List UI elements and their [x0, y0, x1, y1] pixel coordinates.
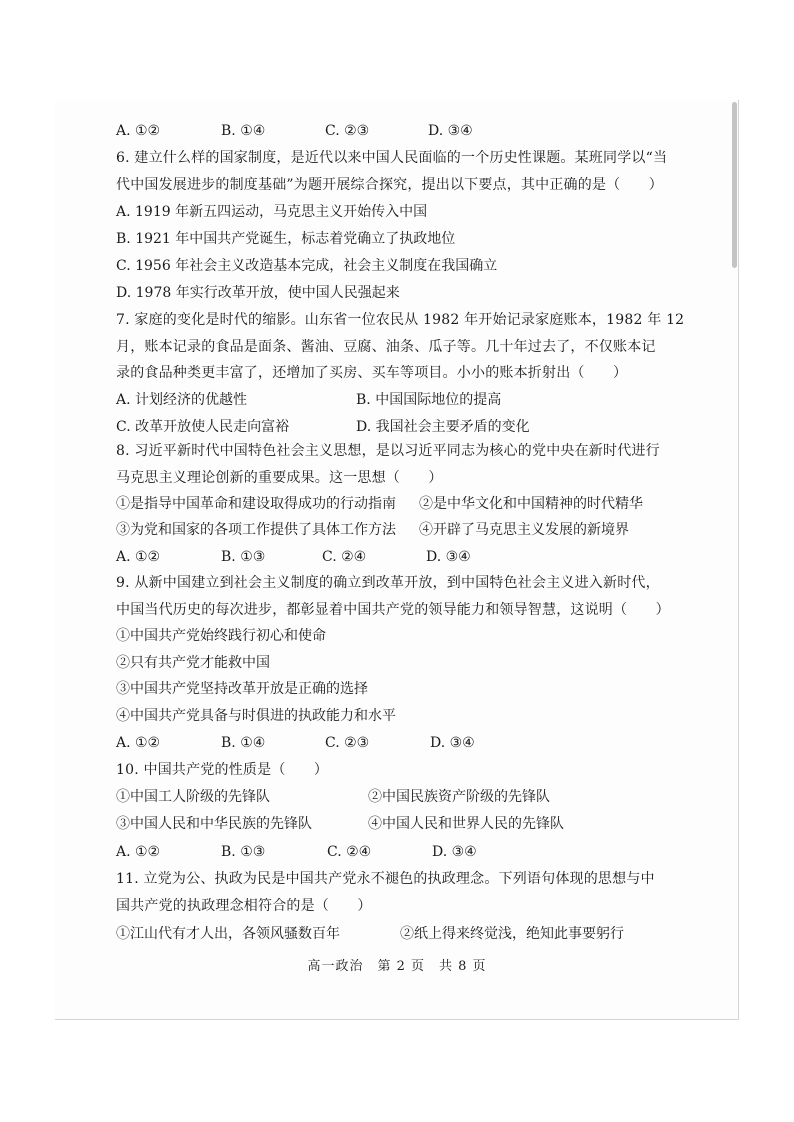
q11-stem-line-2: 国共产党的执政理念相符合的是（ ） — [116, 898, 372, 914]
q9-option-b: B. ①④ — [221, 735, 266, 751]
q6-stem-line-1: 6. 建立什么样的国家制度，是近代以来中国人民面临的一个历史性课题。某班同学以“当 — [116, 150, 668, 166]
q7-option-b: B. 中国国际地位的提高 — [356, 392, 502, 408]
q9-statement-4: ④中国共产党具备与时俱进的执政能力和水平 — [116, 708, 396, 724]
q7-option-d: D. 我国社会主要矛盾的变化 — [356, 419, 530, 435]
q9-stem-line-2: 中国当代历史的每次进步，都彰显着中国共产党的领导能力和领导智慧，这说明（ ） — [116, 602, 670, 618]
q11-statement-1: ①江山代有才人出，各领风骚数百年 — [116, 926, 340, 942]
q6-option-c: C. 1956 年社会主义改造基本完成，社会主义制度在我国确立 — [116, 258, 498, 274]
q9-statement-3: ③中国共产党坚持改革开放是正确的选择 — [116, 681, 368, 697]
q8-option-b: B. ①③ — [221, 549, 266, 565]
scrollbar[interactable] — [731, 100, 739, 272]
scrollbar-thumb[interactable] — [732, 102, 737, 268]
q8-option-a: A. ①② — [116, 549, 161, 565]
q6-option-a: A. 1919 年新五四运动，马克思主义开始传入中国 — [116, 204, 428, 220]
q5-option-c: C. ②③ — [325, 123, 370, 139]
q10-stem: 10. 中国共产党的性质是（ ） — [116, 762, 329, 778]
q6-option-b: B. 1921 年中国共产党诞生，标志着党确立了执政地位 — [116, 231, 456, 247]
page-footer: 高一政治 第 2 页 共 8 页 — [307, 959, 487, 974]
q7-stem-line-2: 月，账本记录的食品是面条、酱油、豆腐、油条、瓜子等。几十年过去了，不仅账本记 — [116, 339, 656, 355]
q8-statement-2: ②是中华文化和中国精神的时代精华 — [419, 496, 643, 512]
q10-option-a: A. ①② — [116, 844, 161, 860]
q10-statement-3: ③中国人民和中华民族的先锋队 — [116, 816, 312, 832]
q9-option-c: C. ②③ — [325, 735, 370, 751]
q10-option-c: C. ②④ — [327, 844, 372, 860]
q10-option-b: B. ①③ — [221, 844, 266, 860]
q5-option-b: B. ①④ — [221, 123, 266, 139]
q7-option-c: C. 改革开放使人民走向富裕 — [116, 419, 290, 435]
q9-option-d: D. ③④ — [430, 735, 475, 751]
q10-statement-4: ④中国人民和世界人民的先锋队 — [368, 816, 564, 832]
q8-option-d: D. ③④ — [426, 549, 471, 565]
q10-option-d: D. ③④ — [432, 844, 477, 860]
q10-statement-1: ①中国工人阶级的先锋队 — [116, 789, 270, 805]
q9-statement-1: ①中国共产党始终践行初心和使命 — [116, 628, 326, 644]
q9-statement-2: ②只有共产党才能救中国 — [116, 655, 270, 671]
q8-stem-line-2: 马克思主义理论创新的重要成果。这一思想（ ） — [116, 470, 443, 486]
q8-statement-4: ④开辟了马克思主义发展的新境界 — [419, 522, 629, 538]
q9-option-a: A. ①② — [116, 735, 161, 751]
q5-option-a: A. ①② — [116, 123, 161, 139]
q7-option-a: A. 计划经济的优越性 — [116, 392, 248, 408]
q8-statement-1: ①是指导中国革命和建设取得成功的行动指南 — [116, 496, 396, 512]
q11-statement-2: ②纸上得来终觉浅，绝知此事要躬行 — [400, 926, 624, 942]
q6-stem-line-2: 代中国发展进步的制度基础”为题开展综合探究，提出以下要点，其中正确的是（ ） — [116, 177, 663, 193]
q10-statement-2: ②中国民族资产阶级的先锋队 — [368, 789, 550, 805]
q9-stem-line-1: 9. 从新中国建立到社会主义制度的确立到改革开放，到中国特色社会主义进入新时代， — [116, 575, 660, 591]
q8-option-c: C. ②④ — [322, 549, 367, 565]
q6-option-d: D. 1978 年实行改革开放，使中国人民强起来 — [116, 285, 400, 301]
q8-statement-3: ③为党和国家的各项工作提供了具体工作方法 — [116, 522, 396, 538]
q11-stem-line-1: 11. 立党为公、执政为民是中国共产党永不褪色的执政理念。下列语句体现的思想与中 — [116, 871, 655, 887]
q7-stem-line-1: 7. 家庭的变化是时代的缩影。山东省一位农民从 1982 年开始记录家庭账本，1982 年 12 — [116, 312, 685, 328]
q5-option-d: D. ③④ — [428, 123, 473, 139]
q7-stem-line-3: 录的食品种类更丰富了，还增加了买房、买车等项目。小小的账本折射出（ ） — [116, 365, 628, 381]
q8-stem-line-1: 8. 习近平新时代中国特色社会主义思想，是以习近平同志为核心的党中央在新时代进行 — [116, 443, 660, 459]
